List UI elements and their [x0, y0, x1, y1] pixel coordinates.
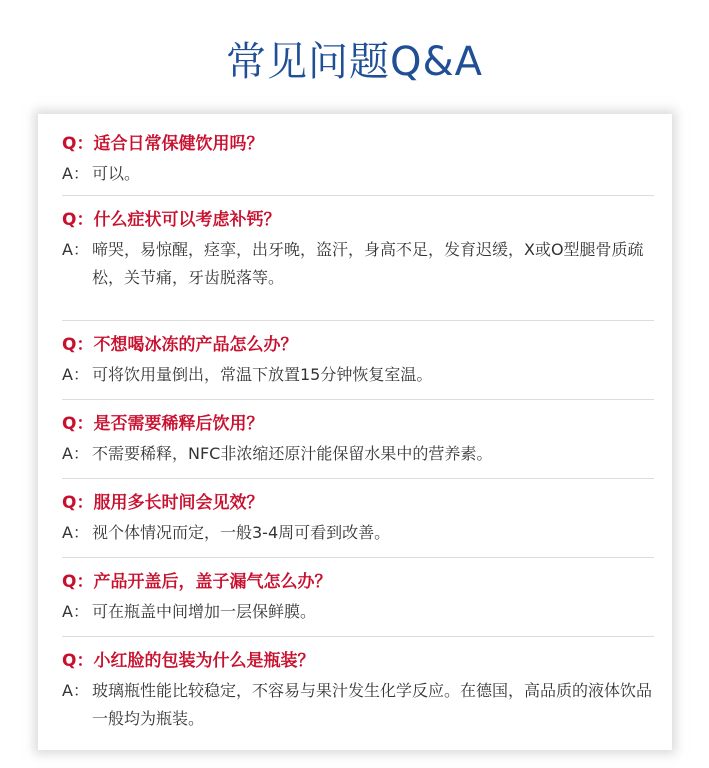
question-text: 服用多长时间会见效？	[93, 493, 264, 513]
question-prefix: Q：	[62, 134, 94, 154]
faq-answer	[62, 440, 654, 468]
question-prefix: Q：	[62, 210, 94, 230]
answer-prefix: A：	[62, 365, 89, 384]
answer-prefix: A：	[62, 164, 89, 183]
faq-question	[62, 491, 654, 515]
question-prefix: Q：	[62, 493, 94, 513]
faq-question	[62, 570, 654, 594]
page-title: 常见问题Q&A	[225, 39, 484, 85]
question-text: 小红脸的包装为什么是瓶装？	[93, 651, 315, 671]
faq-question	[62, 649, 654, 673]
answer-prefix: A：	[62, 602, 89, 621]
answer-text: 可将饮用量倒出，常温下放置15分钟恢复室温。	[92, 365, 433, 384]
answer-text: 不需要稀释，NFC非浓缩还原汁能保留水果中的营养素。	[92, 444, 493, 463]
faq-item	[62, 558, 654, 637]
faq-item	[62, 479, 654, 558]
question-text: 产品开盖后，盖子漏气怎么办？	[93, 572, 332, 592]
faq-item	[62, 637, 654, 747]
answer-prefix: A：	[62, 681, 89, 700]
answer-text: 视个体情况而定，一般3-4周可看到改善。	[92, 523, 391, 542]
faq-answer	[62, 519, 654, 547]
question-prefix: Q：	[62, 335, 94, 355]
faq-item	[62, 400, 654, 479]
answer-text: 可以。	[92, 164, 141, 183]
faq-answer	[62, 677, 654, 733]
faq-answer	[62, 598, 654, 626]
faq-question	[62, 412, 654, 436]
faq-card	[38, 114, 672, 750]
answer-text: 可在瓶盖中间增加一层保鲜膜。	[92, 602, 317, 621]
faq-item	[62, 321, 654, 400]
question-prefix: Q：	[62, 414, 94, 434]
question-text: 是否需要稀释后饮用？	[93, 414, 264, 434]
question-text: 不想喝冰冻的产品怎么办？	[93, 335, 298, 355]
faq-answer	[62, 160, 654, 188]
question-prefix: Q：	[62, 651, 94, 671]
answer-text: 玻璃瓶性能比较稳定，不容易与果汁发生化学反应。在德国，高品质的液体饮品一般均为瓶装。	[92, 681, 653, 728]
answer-text: 啼哭，易惊醒，痉挛，出牙晚，盗汗，身高不足，发育迟缓，X或O型腿骨质疏松，关节痛，牙齿脱落等。	[92, 240, 644, 287]
question-text: 适合日常保健饮用吗？	[93, 134, 264, 154]
faq-answer	[62, 361, 654, 389]
faq-question	[62, 132, 654, 156]
question-prefix: Q：	[62, 572, 94, 592]
question-text: 什么症状可以考虑补钙？	[93, 210, 281, 230]
answer-prefix: A：	[62, 240, 89, 259]
faq-question	[62, 333, 654, 357]
answer-prefix: A：	[62, 444, 89, 463]
faq-item	[62, 196, 654, 321]
answer-prefix: A：	[62, 523, 89, 542]
faq-item	[62, 120, 654, 196]
faq-question	[62, 208, 654, 232]
faq-answer	[62, 236, 654, 292]
